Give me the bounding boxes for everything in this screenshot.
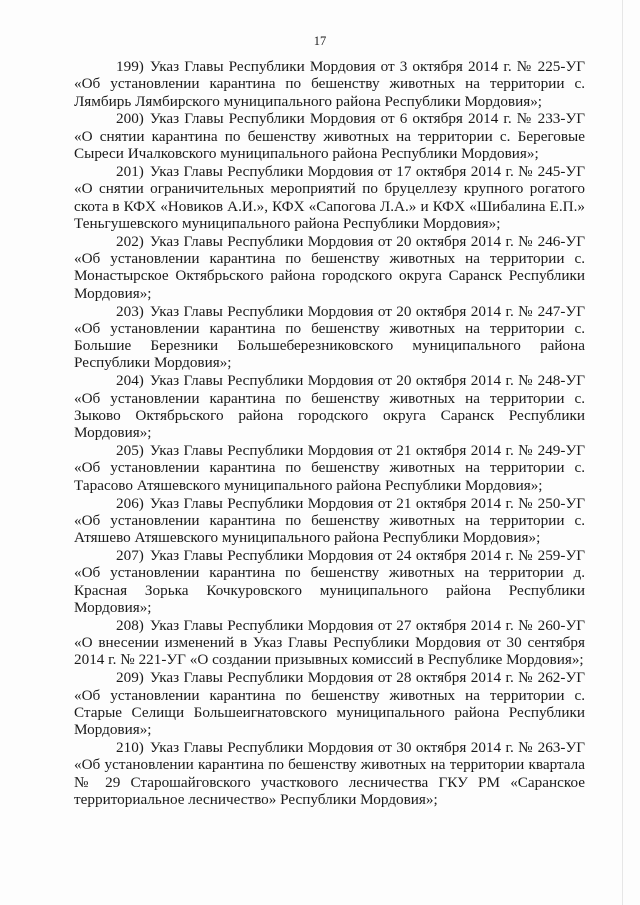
item-number: 200) <box>116 110 144 128</box>
item-number: 209) <box>116 669 144 687</box>
list-item <box>74 58 585 110</box>
list-item <box>74 669 585 738</box>
page-number: 17 <box>313 34 327 48</box>
item-text: Указ Главы Республики Мордовия от 21 октября 2014 г. № 249-УГ «Об установлении карантина по бешенству животных на территории с. Тарасово Атяшевского муниципального района Республики Мордовия»; <box>74 442 585 494</box>
item-number: 206) <box>116 494 144 512</box>
list-item <box>74 372 585 441</box>
list-item <box>74 442 585 494</box>
list-item <box>74 547 585 616</box>
item-text: Указ Главы Республики Мордовия от 27 октября 2014 г. № 260-УГ «О внесении изменений в Указ Главы Республики Мордовия от 30 сентября 2014 г. № 221-УГ «О создании призывных комиссий в Республике Мордовия»; <box>74 616 585 669</box>
item-text: Указ Главы Республики Мордовия от 30 октября 2014 г. № 263-УГ «Об установлении карантина по бешенству животных на территории квартала № 29 Старошайговского участкового лесничества ГКУ РМ «Саранское территориальное лесничество» Республики Мордовия»; <box>74 739 585 808</box>
item-text: Указ Главы Республики Мордовия от 20 октября 2014 г. № 247-УГ «Об установлении карантина по бешенству животных на территории с. Большие Березники Большеберезниковского муниципального района Республики Мордовия»; <box>74 302 585 372</box>
list-item <box>74 110 585 162</box>
item-text: Указ Главы Республики Мордовия от 3 октября 2014 г. № 225-УГ «Об установлении карантина по бешенству животных на территории с. Лямбирь Лямбирского муниципального района Республики Мордовия»; <box>74 58 585 110</box>
list-item <box>74 495 585 547</box>
list-item <box>74 303 585 372</box>
item-number: 203) <box>116 302 144 320</box>
item-text: Указ Главы Республики Мордовия от 6 октября 2014 г. № 233-УГ «О снятии карантина по бешенству животных на территории с. Береговые Сыреси Ичалковского муниципального района Республики Мордовия»; <box>74 110 585 163</box>
item-number: 199) <box>116 58 144 75</box>
item-text: Указ Главы Республики Мордовия от 17 октября 2014 г. № 245-УГ «О снятии ограничительных мероприятий по бруцеллезу крупного рогатого скота в КФХ «Новиков А.И.», КФХ «Сапогова Л.А.» и КФХ «Шибалина Е.П.» Теньгушевского муниципального района Республики Мордовия»; <box>74 162 585 232</box>
item-number: 208) <box>116 616 144 634</box>
list-item <box>74 163 585 232</box>
item-number: 201) <box>116 162 144 180</box>
item-number: 210) <box>116 739 144 757</box>
scan-edge-line <box>622 0 623 905</box>
item-text: Указ Главы Республики Мордовия от 24 октября 2014 г. № 259-УГ «Об установлении карантина по бешенству животных на территории д. Красная Зорька Кочкуровского муниципального района Республики Мордовия»; <box>74 547 585 616</box>
item-number: 202) <box>116 232 144 250</box>
list-item <box>74 739 585 808</box>
item-number: 207) <box>116 547 144 565</box>
item-text: Указ Главы Республики Мордовия от 20 октября 2014 г. № 246-УГ «Об установлении карантина по бешенству животных на территории с. Монастырское Октябрьского района городского округа Саранск Республики Мордовия»; <box>74 232 585 302</box>
list-item <box>74 617 585 669</box>
item-number: 205) <box>116 442 144 460</box>
decree-list <box>74 58 585 809</box>
item-text: Указ Главы Республики Мордовия от 28 октября 2014 г. № 262-УГ «Об установлении карантина по бешенству животных на территории с. Старые Селищи Большеигнатовского муниципального района Республики Мордовия»; <box>74 669 585 739</box>
item-text: Указ Главы Республики Мордовия от 21 октября 2014 г. № 250-УГ «Об установлении карантина по бешенству животных на территории с. Атяшево Атяшевского муниципального района Республики Мордовия»; <box>74 494 585 547</box>
list-item <box>74 233 585 302</box>
item-text: Указ Главы Республики Мордовия от 20 октября 2014 г. № 248-УГ «Об установлении карантина по бешенству животных на территории с. Зыково Октябрьского района городского округа Саранск Республики Мордовия»; <box>74 372 585 442</box>
item-number: 204) <box>116 372 144 390</box>
